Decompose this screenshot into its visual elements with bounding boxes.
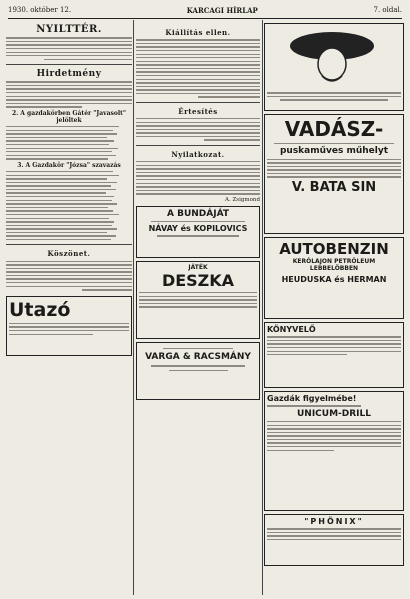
text-block — [136, 39, 260, 98]
nyiltter-heading: NYILTTÉR. — [36, 24, 102, 35]
gazdak-heading: Gazdák figyelmébe! — [267, 394, 357, 403]
column-rule — [133, 20, 134, 595]
jatek-label: JÁTÉK — [188, 263, 208, 271]
list-block — [6, 171, 132, 240]
bata-heading: V. BATA SIN — [291, 180, 377, 196]
column-3 — [264, 20, 404, 595]
hirdetmeny-heading: Hirdetmény — [36, 69, 102, 80]
utazo-heading: Utazó — [9, 298, 71, 321]
varga-heading: VARGA & RACSMÁNY — [145, 352, 251, 363]
deszka-ad — [136, 261, 260, 339]
text-block — [136, 161, 260, 195]
section-subheading: 2. A gazdakörben Gátér "Javasolt" jelöltek — [11, 109, 127, 124]
lebbeno-label: LEBBELÖBBEN — [309, 265, 359, 272]
heuduska-heading: HEUDUSKA és HERMAN — [281, 275, 387, 284]
vadasz-ad — [264, 114, 404, 234]
bunda-heading: A BUNDÁJÁT — [167, 208, 229, 219]
puska-heading: puskaműves műhelyt — [279, 146, 389, 157]
header-page: 7. oldal. — [373, 6, 402, 14]
gazdak-ad — [264, 391, 404, 511]
header-date: 1930. október 12. — [8, 6, 72, 14]
utazo-ad — [6, 296, 132, 356]
bunda-ad — [136, 206, 260, 258]
nyilatkozat-heading: Nyilatkozat. — [171, 149, 225, 159]
ertesites-heading: Értesítés — [178, 106, 218, 116]
navay-heading: NÁVAY és KOPILOVICS — [148, 224, 248, 234]
section-subheading: 3. A Gazdakör "Józsa" szavazás — [17, 161, 121, 169]
unicum-heading: UNICUM-DRILL — [296, 408, 371, 419]
phonix-heading: "PHÖNIX" — [304, 517, 364, 526]
kerozin-label: KERÓLAJON PETRÓLEUM — [292, 258, 376, 265]
autobenzin-ad — [264, 237, 404, 319]
text-block — [6, 37, 132, 60]
text-block — [6, 261, 132, 291]
column-rule — [262, 20, 263, 595]
konyvelo-heading: KÖNYVELŐ — [267, 325, 316, 334]
deszka-heading: DESZKA — [161, 270, 235, 290]
autobenzin-heading: AUTOBENZIN — [279, 240, 389, 258]
text-block — [136, 118, 260, 141]
text-block — [6, 81, 132, 107]
header-title: KARCAGI HÍRLAP — [186, 5, 258, 15]
phonix-ad — [264, 514, 404, 566]
koszonet-heading: Köszönet. — [47, 249, 91, 259]
lady-hat-illustration — [267, 26, 397, 86]
list-block — [6, 126, 132, 160]
hat-ad — [264, 23, 404, 111]
konyvelo-ad — [264, 322, 404, 388]
varga-ad — [136, 342, 260, 400]
page-header — [8, 2, 402, 19]
column-1 — [6, 20, 132, 595]
vadasz-heading: VADÁSZ- — [284, 117, 384, 141]
signature: A. Zsigmond — [225, 196, 260, 203]
kiallitas-heading: Kiállítás ellen. — [165, 28, 231, 37]
column-2 — [136, 20, 260, 595]
